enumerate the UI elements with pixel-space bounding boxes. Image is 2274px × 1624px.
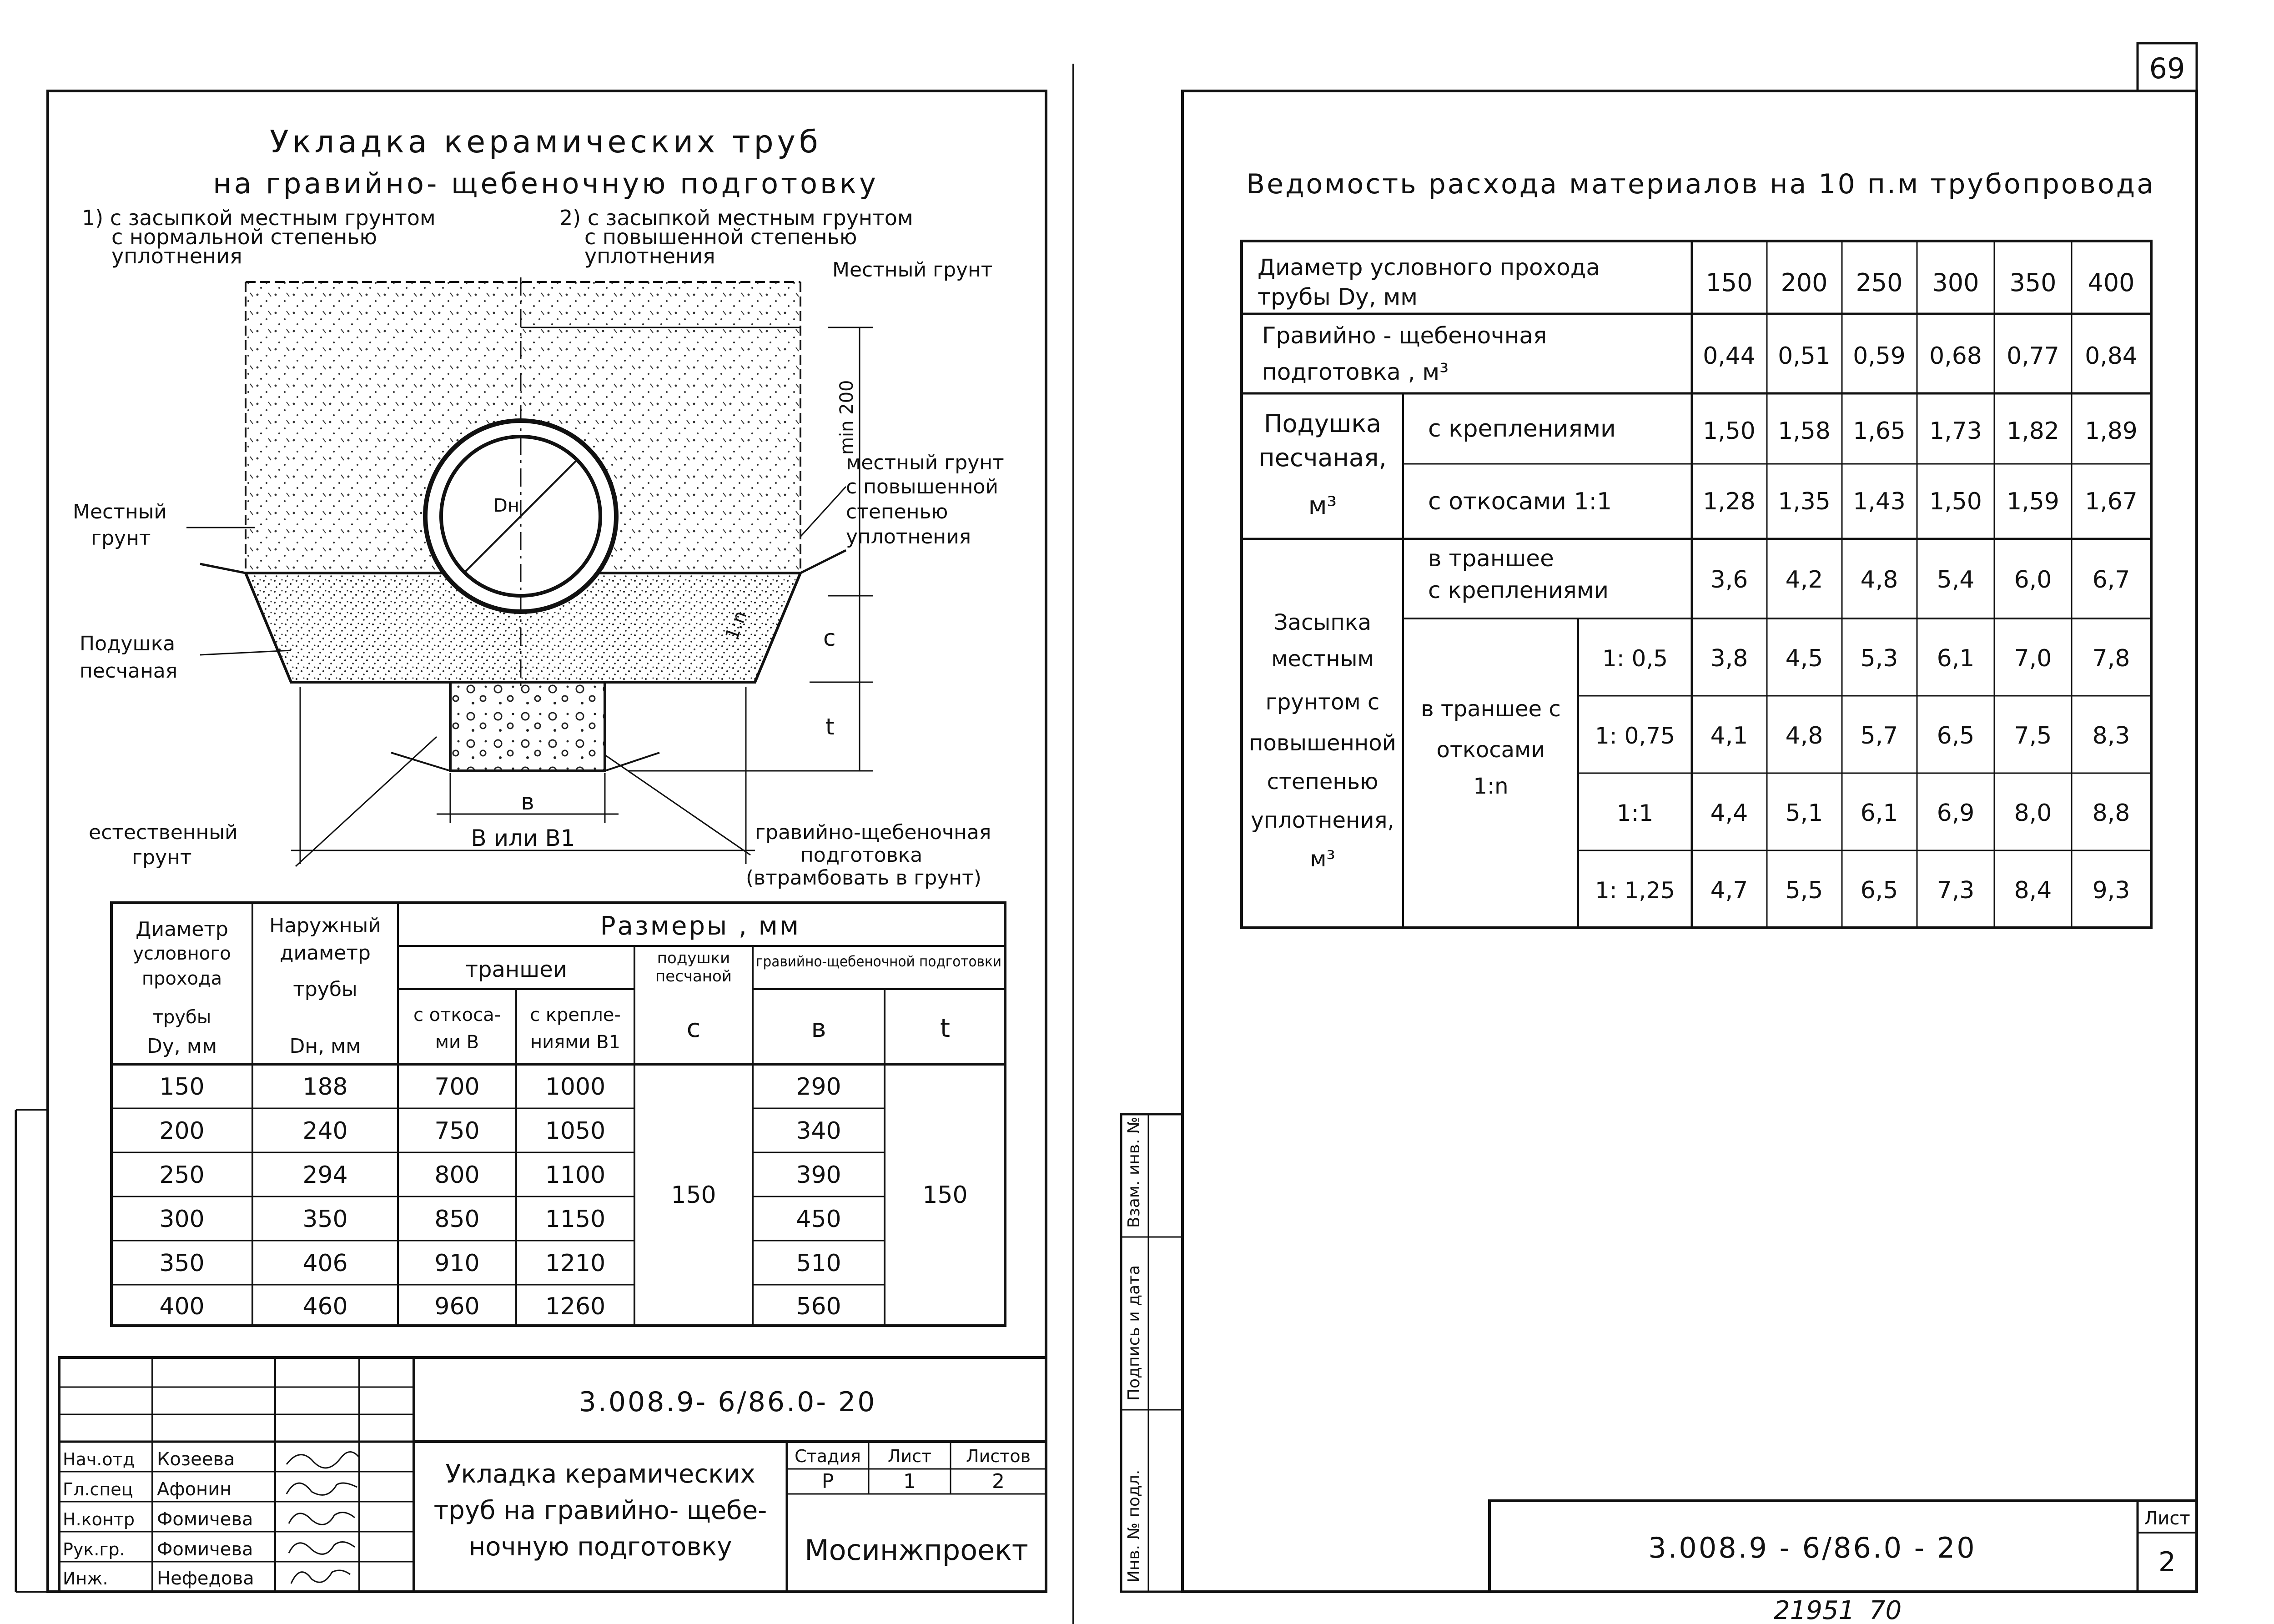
cell-dy: 300 — [159, 1206, 205, 1233]
materials-row-fill-fix — [1711, 566, 2130, 593]
th-sizes: Размеры , мм — [600, 911, 801, 941]
th-dy-2: условного — [133, 943, 231, 964]
left-stamp-code: 3.008.9- 6/86.0- 20 — [579, 1386, 877, 1418]
label-sand-pad-2: песчаная — [80, 659, 178, 683]
materials-row-fill-slope — [1617, 799, 2130, 827]
cell-b-fix: 1150 — [545, 1206, 606, 1233]
cell: 4,7 — [1710, 877, 1748, 904]
materials-row-fill-slope — [1595, 877, 2130, 904]
cell: 8,4 — [2014, 877, 2052, 904]
cell: 350 — [2009, 268, 2057, 297]
cell-b-fix: 1100 — [545, 1161, 606, 1189]
role: Гл.спец — [63, 1479, 133, 1499]
th-dy-4: трубы — [152, 1007, 211, 1028]
variant-1-line-1: 1) с засыпкой местным грунтом — [82, 206, 436, 230]
cell: 8,8 — [2092, 799, 2130, 827]
cell-b: 390 — [796, 1161, 841, 1189]
sheets-value: 2 — [992, 1470, 1005, 1493]
cell: 4,2 — [1785, 566, 1823, 593]
th-gravel: гравийно-щебеночной подготовки — [756, 953, 1001, 970]
role: Н.контр — [63, 1509, 135, 1529]
cell: 0,84 — [2085, 342, 2138, 370]
cell-ratio: 1: 0,5 — [1602, 645, 1668, 672]
variant-1-line-3: уплотнения — [111, 244, 242, 268]
th-dn-4: Dн, мм — [289, 1035, 361, 1058]
signature-scribble — [287, 1452, 359, 1468]
cell-b-fix: 1050 — [545, 1117, 606, 1145]
sheet-value: 1 — [903, 1470, 916, 1493]
cell-ratio: 1:1 — [1616, 800, 1654, 826]
cell: 6,7 — [2092, 566, 2130, 593]
cell-dn: 460 — [302, 1293, 348, 1320]
cell: 9,3 — [2092, 877, 2130, 904]
cell: 0,77 — [2007, 342, 2059, 370]
th-fix-2: ниями В1 — [530, 1032, 620, 1053]
cell-b-slope: 700 — [434, 1073, 480, 1101]
cell: 6,5 — [1860, 877, 1898, 904]
label-local-soil-right-4: уплотнения — [846, 525, 971, 548]
archive-number: 21951 — [1774, 1596, 1855, 1624]
mt-diam-label-1: Диаметр условного прохода — [1258, 254, 1600, 281]
mt-gravel-label-1: Гравийно - щебеночная — [1262, 322, 1547, 349]
table-row — [159, 1206, 841, 1233]
cell: 1,73 — [1929, 417, 1982, 445]
signature-row — [63, 1539, 355, 1560]
variant-1-line-2: с нормальной степенью — [111, 225, 377, 249]
right-title: Ведомость расхода материалов на 10 п.м трубопровода — [1246, 168, 2155, 200]
cell: 1,28 — [1703, 488, 1756, 515]
person-name: Фомичева — [157, 1539, 253, 1560]
cell-b-fix: 1260 — [545, 1293, 606, 1320]
cell: 5,3 — [1860, 645, 1898, 672]
th-dn-2: диаметр — [280, 941, 371, 965]
materials-row-fill-slope — [1602, 645, 2130, 672]
label-local-soil-left-1: Местный — [73, 500, 167, 523]
right-sheet-frame — [1182, 91, 2197, 1592]
cell-b: 450 — [796, 1206, 841, 1233]
cell-ratio: 1: 1,25 — [1595, 877, 1675, 904]
cell-b: 560 — [796, 1293, 841, 1320]
cell-b: 290 — [796, 1073, 841, 1101]
cell: 7,3 — [1937, 877, 1975, 904]
signature-row — [63, 1479, 357, 1500]
label-local-soil-left-2: грунт — [91, 527, 151, 550]
th-slopes-1: с откоса- — [413, 1005, 501, 1026]
dim-slope: 1:n — [721, 608, 751, 643]
th-trench: траншеи — [465, 957, 567, 982]
cell-dn: 350 — [302, 1206, 348, 1233]
signature-scribble — [289, 1513, 355, 1525]
dim-b: в — [521, 789, 534, 815]
person-name: Нефедова — [157, 1568, 254, 1589]
page-number: 69 — [2149, 52, 2185, 85]
cell: 8,0 — [2014, 799, 2052, 827]
cell: 4,8 — [1860, 566, 1898, 593]
label-natural-soil-1: естественный — [89, 821, 238, 844]
cell: 1,65 — [1853, 417, 1906, 445]
trench-cross-section — [186, 277, 873, 866]
right-sheet-label: Лист — [2144, 1508, 2190, 1529]
mt-fill-label-7: м³ — [1310, 846, 1335, 872]
th-dy-5: Dy, мм — [146, 1035, 217, 1058]
label-local-soil-top: Местный грунт — [832, 258, 993, 282]
sheet-label: Лист — [887, 1446, 932, 1466]
cell: 0,51 — [1778, 342, 1831, 370]
mt-pad-fix-label: с креплениями — [1428, 415, 1616, 442]
left-title-line-2: на гравийно- щебеночную подготовку — [213, 167, 879, 200]
left-title-line-1: Укладка керамических труб — [270, 124, 822, 160]
cell: 8,3 — [2092, 722, 2130, 749]
mt-fill-label-4: повышенной — [1249, 730, 1396, 756]
label-gravel-3: (втрамбовать в грунт) — [746, 866, 981, 890]
cell-b: 510 — [796, 1250, 841, 1277]
left-stamp-title-2: труб на гравийно- щебе- — [433, 1496, 767, 1525]
th-fix-1: с крепле- — [530, 1005, 621, 1026]
cell: 1,35 — [1778, 488, 1831, 515]
table-row — [159, 1293, 841, 1320]
cell: 0,44 — [1703, 342, 1756, 370]
cell-c-merged: 150 — [671, 1182, 716, 1209]
cell-b-slope: 850 — [434, 1206, 480, 1233]
cell: 4,1 — [1710, 722, 1748, 749]
mt-pad-label-2: песчаная, — [1258, 443, 1387, 472]
dim-c: c — [823, 625, 836, 651]
mt-fill-label-2: местным — [1271, 646, 1374, 672]
cell-b-slope: 800 — [434, 1161, 480, 1189]
dim-B: В или В1 — [471, 825, 575, 851]
cell: 5,1 — [1785, 799, 1823, 827]
cell: 0,59 — [1853, 342, 1906, 370]
role: Инж. — [63, 1569, 108, 1589]
th-dn-1: Наружный — [269, 914, 381, 937]
signature-row — [63, 1509, 355, 1530]
cell-t-merged: 150 — [922, 1182, 968, 1209]
th-dy-3: прохода — [141, 968, 222, 989]
cell: 5,5 — [1785, 877, 1823, 904]
cell: 1,50 — [1703, 417, 1756, 445]
cell-dn: 188 — [302, 1073, 348, 1101]
archive-number-2: 70 — [1869, 1596, 1902, 1624]
label-local-soil-right-1: местный грунт — [846, 451, 1004, 474]
cell: 7,5 — [2014, 722, 2052, 749]
cell-dn: 294 — [302, 1161, 348, 1189]
cell: 6,1 — [1860, 799, 1898, 827]
signature-scribble — [289, 1542, 355, 1554]
th-b: в — [811, 1014, 826, 1043]
sheets-label: Листов — [966, 1446, 1031, 1466]
cell-dn: 406 — [302, 1250, 348, 1277]
signature-row — [63, 1568, 350, 1589]
cell: 6,9 — [1937, 799, 1975, 827]
label-local-soil-right-2: с повышенной — [846, 475, 998, 498]
dim-t: t — [825, 714, 835, 740]
materials-row-pad-fix — [1703, 417, 2138, 445]
mt-fill-fix-label-2: с креплениями — [1428, 577, 1609, 603]
cell: 1,89 — [2085, 417, 2138, 445]
label-sand-pad-1: Подушка — [80, 632, 176, 655]
cell: 6,0 — [2014, 566, 2052, 593]
label-natural-soil-2: грунт — [132, 846, 192, 869]
th-dn-3: трубы — [293, 978, 357, 1001]
cell-dy: 400 — [159, 1293, 205, 1320]
side-label-replace: Взам. инв. № — [1125, 1116, 1143, 1228]
cell: 3,6 — [1710, 566, 1748, 593]
cell: 1,59 — [2007, 488, 2059, 515]
cell: 300 — [1932, 268, 1979, 297]
cell-b-slope: 910 — [434, 1250, 480, 1277]
side-label-inv: Инв. № подл. — [1125, 1469, 1143, 1583]
signature-row — [63, 1449, 359, 1470]
dim-min200: min 200 — [836, 380, 857, 455]
cell: 5,7 — [1860, 722, 1898, 749]
variant-2-line-3: уплотнения — [584, 244, 715, 268]
cell: 6,5 — [1937, 722, 1975, 749]
materials-row-fill-slope — [1595, 722, 2130, 749]
mt-fill-fix-label-1: в траншее — [1428, 545, 1554, 572]
mt-pad-label-3: м³ — [1308, 491, 1337, 520]
mt-diam-label-2: трубы Dy, мм — [1258, 284, 1418, 310]
mt-fill-label-1: Засыпка — [1273, 610, 1372, 635]
right-sheet-number: 2 — [2158, 1546, 2176, 1578]
cell-dy: 200 — [159, 1117, 205, 1145]
label-gravel-2: подготовка — [800, 844, 923, 867]
cell: 1,67 — [2085, 488, 2138, 515]
cell-dn: 240 — [302, 1117, 348, 1145]
stage-label: Стадия — [795, 1446, 861, 1466]
cell: 1,50 — [1929, 488, 1982, 515]
dim-dn: Dн — [493, 495, 519, 516]
cell-dy: 350 — [159, 1250, 205, 1277]
cell: 1,58 — [1778, 417, 1831, 445]
cell: 1,43 — [1853, 488, 1906, 515]
th-t: t — [940, 1014, 950, 1043]
table-row — [159, 1073, 841, 1101]
mt-fill-slope-label-3: 1:n — [1473, 774, 1509, 799]
signature-scribble — [291, 1570, 350, 1584]
mt-fill-label-3: грунтом с — [1265, 689, 1380, 715]
cell: 7,0 — [2014, 645, 2052, 672]
cell: 5,4 — [1937, 566, 1975, 593]
cell: 200 — [1781, 268, 1828, 297]
cell: 4,5 — [1785, 645, 1823, 672]
variant-2-line-2: с повышенной степенью — [584, 225, 857, 249]
cell: 3,8 — [1710, 645, 1748, 672]
th-pad-2: песчаной — [655, 967, 732, 985]
th-pad-1: подушки — [657, 949, 730, 967]
mt-gravel-label-2: подготовка , м³ — [1262, 359, 1449, 385]
mt-fill-label-5: степенью — [1267, 769, 1378, 794]
right-stamp-code: 3.008.9 - 6/86.0 - 20 — [1648, 1531, 1977, 1564]
variant-2-line-1: 2) с засыпкой местным грунтом — [559, 206, 913, 230]
cell-b-slope: 960 — [434, 1293, 480, 1320]
signature-scribble — [287, 1483, 357, 1495]
cell: 6,1 — [1937, 645, 1975, 672]
cell: 150 — [1706, 268, 1753, 297]
cell: 4,4 — [1710, 799, 1748, 827]
cell: 250 — [1856, 268, 1903, 297]
cell: 7,8 — [2092, 645, 2130, 672]
cell-ratio: 1: 0,75 — [1595, 723, 1675, 749]
th-slopes-2: ми В — [435, 1032, 479, 1053]
person-name: Козеева — [157, 1449, 235, 1470]
left-stamp-title-1: Укладка керамических — [445, 1459, 755, 1489]
mt-pad-label-1: Подушка — [1263, 409, 1382, 438]
materials-row-gravel — [1703, 342, 2138, 370]
label-local-soil-right-3: степенью — [846, 500, 948, 523]
cell: 0,68 — [1929, 342, 1982, 370]
left-stamp-title-3: ночную подготовку — [468, 1532, 732, 1562]
materials-row-pad-slope — [1703, 488, 2138, 515]
side-label-signature: Подпись и дата — [1125, 1265, 1143, 1401]
th-dy-1: Диаметр — [136, 918, 228, 941]
cell-dy: 250 — [159, 1161, 205, 1189]
cell-b-fix: 1000 — [545, 1073, 606, 1101]
person-name: Фомичева — [157, 1509, 253, 1530]
cell: 1,82 — [2007, 417, 2059, 445]
mt-fill-slope-label-2: откосами — [1436, 737, 1545, 763]
stage-value: Р — [821, 1470, 834, 1493]
person-name: Афонин — [157, 1479, 232, 1500]
role: Рук.гр. — [63, 1539, 125, 1559]
mt-fill-slope-label-1: в траншее с — [1421, 696, 1561, 722]
materials-row-diameters — [1706, 268, 2134, 297]
table-row — [159, 1250, 841, 1277]
cell: 4,8 — [1785, 722, 1823, 749]
cell-b: 340 — [796, 1117, 841, 1145]
cell-b-slope: 750 — [434, 1117, 480, 1145]
cell-dy: 150 — [159, 1073, 205, 1101]
th-c: c — [686, 1014, 701, 1043]
cell: 400 — [2088, 268, 2135, 297]
mt-fill-label-6: уплотнения, — [1251, 808, 1394, 833]
table-row — [159, 1161, 841, 1189]
table-row — [159, 1117, 841, 1145]
cell-b-fix: 1210 — [545, 1250, 606, 1277]
label-gravel-1: гравийно-щебеночная — [755, 821, 991, 844]
role: Нач.отд — [63, 1449, 135, 1469]
organization: Мосинжпроект — [805, 1533, 1028, 1567]
mt-pad-slope-label: с откосами 1:1 — [1428, 488, 1612, 515]
